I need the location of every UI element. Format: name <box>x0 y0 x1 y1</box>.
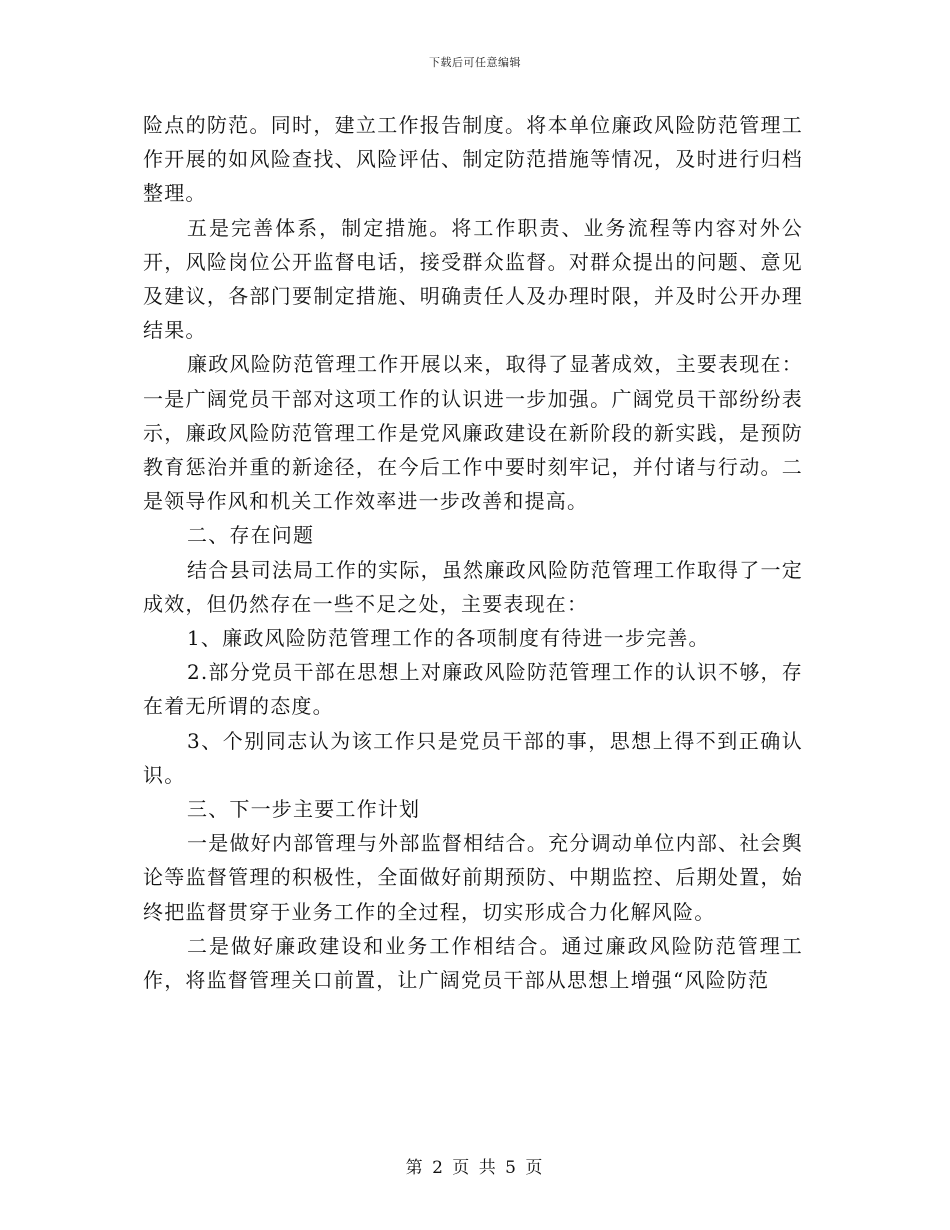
paragraph: 五是完善体系，制定措施。将工作职责、业务流程等内容对外公开，风险岗位公开监督电话，接受群众监督。对群众提出的问题、意见及建议，各部门要制定措施、明确责任人及办理时限，并及时公开办理结果。 <box>143 215 803 343</box>
document-body <box>143 108 803 997</box>
section-heading: 二、存在问题 <box>187 523 315 548</box>
paragraph: 二是做好廉政建设和业务工作相结合。通过廉政风险防范管理工作，将监督管理关口前置，让广阔党员干部从思想上增强“风险防范 <box>143 933 803 993</box>
paragraph: 一是做好内部管理与外部监督相结合。充分调动单位内部、社会舆论等监督管理的积极性，全面做好前期预防、中期监控、后期处置，始终把监督贯穿于业务工作的全过程，切实形成合力化解风险。 <box>143 831 803 924</box>
list-item: 3、个别同志认为该工作只是党员干部的事，思想上得不到正确认识。 <box>143 728 803 787</box>
paragraph: 险点的防范。同时，建立工作报告制度。将本单位廉政风险防范管理工作开展的如风险查找、风险评估、制定防范措施等情况，及时进行归档整理。 <box>143 113 803 206</box>
section-heading: 三、下一步主要工作计划 <box>187 797 421 822</box>
list-item: 1、廉政风险防范管理工作的各项制度有待进一步完善。 <box>187 626 710 651</box>
paragraph: 廉政风险防范管理工作开展以来，取得了显著成效，主要表现在：一是广阔党员干部对这项工作的认识进一步加强。广阔党员干部纷纷表示，廉政风险防范管理工作是党风廉政建设在新阶段的新实践，是预防教育惩治并重的新途径，在今后工作中要时刻牢记，并付诸与行动。二是领导作风和机关工作效率进一步改善和提高。 <box>143 352 803 514</box>
page-number: 第 2 页 共 5 页 <box>405 1158 545 1178</box>
paragraph: 结合县司法局工作的实际，虽然廉政风险防范管理工作取得了一定成效，但仍然存在一些不足之处，主要表现在： <box>143 557 803 616</box>
page-header-note: 下载后可任意编辑 <box>429 56 521 69</box>
list-item: 2.部分党员干部在思想上对廉政风险防范管理工作的认识不够，存在着无所谓的态度。 <box>143 660 803 719</box>
